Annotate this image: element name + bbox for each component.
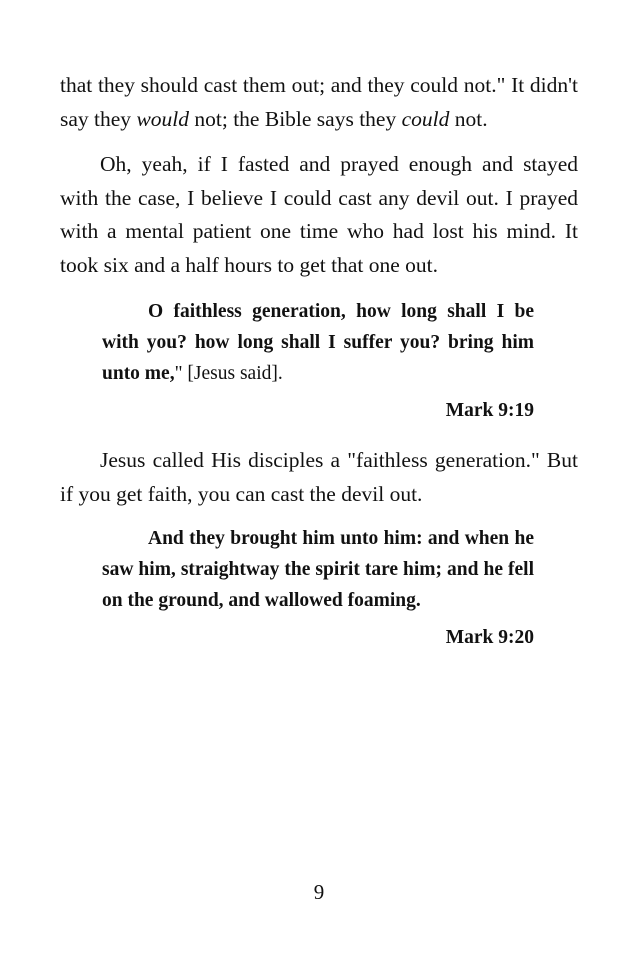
page-number: 9 — [313, 880, 325, 904]
paragraph-continuation — [60, 69, 578, 136]
quote-attribution: " [Jesus said]. — [174, 363, 283, 384]
paragraph-text: not. — [449, 106, 488, 131]
paragraph-faithless: Jesus called His disciples a "faithless generation." But if you get faith, you can cast the devil out. — [60, 448, 578, 506]
scripture-reference: Mark 9:20 — [445, 627, 534, 648]
emphasis-could: could — [401, 106, 450, 131]
emphasis-would: would — [136, 106, 190, 131]
paragraph-text: not; the Bible says they — [189, 106, 402, 131]
scripture-quote-2 — [102, 523, 534, 653]
scripture-quote-1 — [102, 296, 534, 426]
paragraph-fasting: Oh, yeah, if I fasted and prayed enough and stayed with the case, I believe I could cast any devil out. I prayed with a mental patient one time who had lost his mind. It took six and a half hours to get that one out. — [60, 152, 578, 277]
paragraph-text: that they should cast them out; and they could not." It didn't say they — [60, 73, 578, 131]
scripture-reference: Mark 9:19 — [445, 400, 534, 421]
quote-text: O faithless generation, how long shall I be with you? how long shall I suffer you? bring him unto me, — [102, 301, 534, 384]
page-body — [60, 69, 578, 653]
quote-text: And they brought him unto him: and when he saw him, straightway the spirit tare him; and he fell on the ground, and wallowed foaming. — [102, 528, 534, 611]
